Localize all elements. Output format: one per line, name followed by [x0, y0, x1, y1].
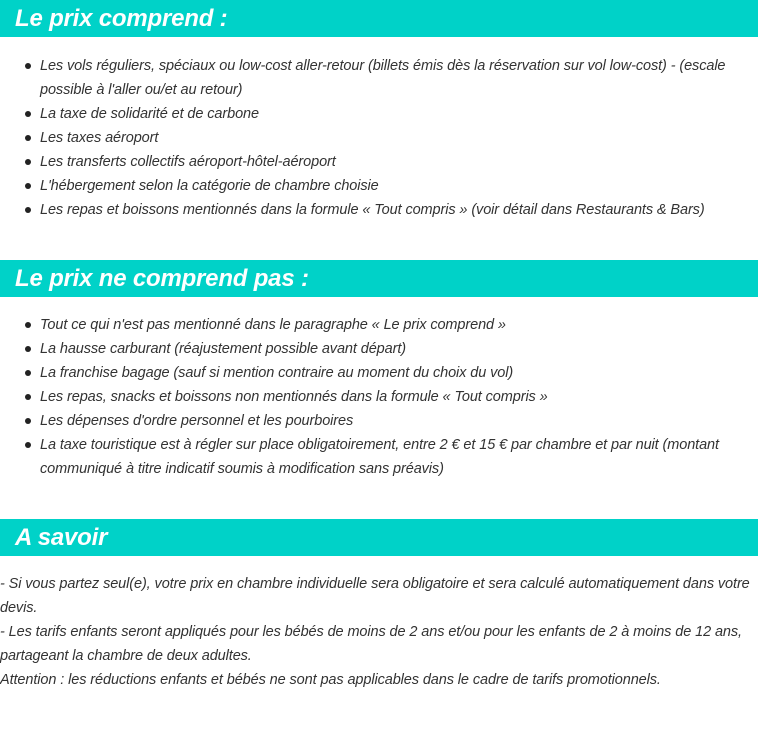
to-know-body: [0, 572, 758, 692]
list-item-text: Les repas et boissons mentionnés dans la formule « Tout compris » (voir détail dans Restaurants & Bars): [40, 202, 705, 218]
list-item-text: La hausse carburant (réajustement possible avant départ): [40, 341, 406, 357]
list-item-text: La franchise bagage (sauf si mention contraire au moment du choix du vol): [40, 365, 514, 381]
bullet-icon: [25, 63, 31, 69]
list-item-text: Les transferts collectifs aéroport-hôtel-aéroport: [40, 154, 336, 170]
list-item-text: L'hébergement selon la catégorie de chambre choisie: [40, 178, 379, 194]
bullet-icon: [25, 346, 31, 352]
list-item: [0, 313, 758, 337]
to-know-section-title: A savoir: [15, 524, 108, 551]
list-item-text: Les dépenses d'ordre personnel et les pourboires: [40, 413, 354, 429]
list-item: [0, 385, 758, 409]
list-item-text: La taxe touristique est à régler sur place obligatoirement, entre 2 € et 15 € par chambre et par nuit (montant communiqué à titre indicatif soumis à modification sans préavis): [40, 437, 719, 477]
list-item: [0, 126, 758, 150]
bullet-icon: [25, 322, 31, 328]
list-item: [0, 102, 758, 126]
list-item: [0, 150, 758, 174]
bullet-icon: [25, 111, 31, 117]
single-traveler-note: - Si vous partez seul(e), votre prix en chambre individuelle sera obligatoire et sera calculé automatiquement dans votre devis.: [0, 576, 750, 616]
included-list: [0, 54, 758, 222]
not-included-list: [0, 313, 758, 481]
list-item: [0, 361, 758, 385]
bullet-icon: [25, 207, 31, 213]
bullet-icon: [25, 394, 31, 400]
included-section-header: [0, 0, 758, 37]
promotional-rates-warning: Attention : les réductions enfants et bébés ne sont pas applicables dans le cadre de tarifs promotionnels.: [0, 672, 661, 688]
children-rates-note: - Les tarifs enfants seront appliqués pour les bébés de moins de 2 ans et/ou pour les enfants de 2 à moins de 12 ans, partageant la chambre de deux adultes.: [0, 624, 742, 664]
to-know-section-header: [0, 519, 758, 556]
list-item-text: Tout ce qui n'est pas mentionné dans le paragraphe « Le prix comprend »: [40, 317, 506, 333]
bullet-icon: [25, 159, 31, 165]
not-included-section-title: Le prix ne comprend pas :: [15, 265, 309, 292]
list-item: [0, 54, 758, 102]
list-item-text: Les repas, snacks et boissons non mentionnés dans la formule « Tout compris »: [40, 389, 548, 405]
bullet-icon: [25, 370, 31, 376]
list-item: [0, 409, 758, 433]
list-item: [0, 337, 758, 361]
list-item: [0, 433, 758, 481]
bullet-icon: [25, 135, 31, 141]
bullet-icon: [25, 183, 31, 189]
list-item-text: Les taxes aéroport: [40, 130, 159, 146]
list-item-text: Les vols réguliers, spéciaux ou low-cost aller-retour (billets émis dès la réservation sur vol low-cost) - (escale possible à l'aller ou/et au retour): [40, 58, 726, 98]
bullet-icon: [25, 418, 31, 424]
not-included-section-header: [0, 260, 758, 297]
list-item: [0, 174, 758, 198]
included-section-title: Le prix comprend :: [15, 5, 228, 32]
list-item-text: La taxe de solidarité et de carbone: [40, 106, 259, 122]
bullet-icon: [25, 442, 31, 448]
list-item: [0, 198, 758, 222]
